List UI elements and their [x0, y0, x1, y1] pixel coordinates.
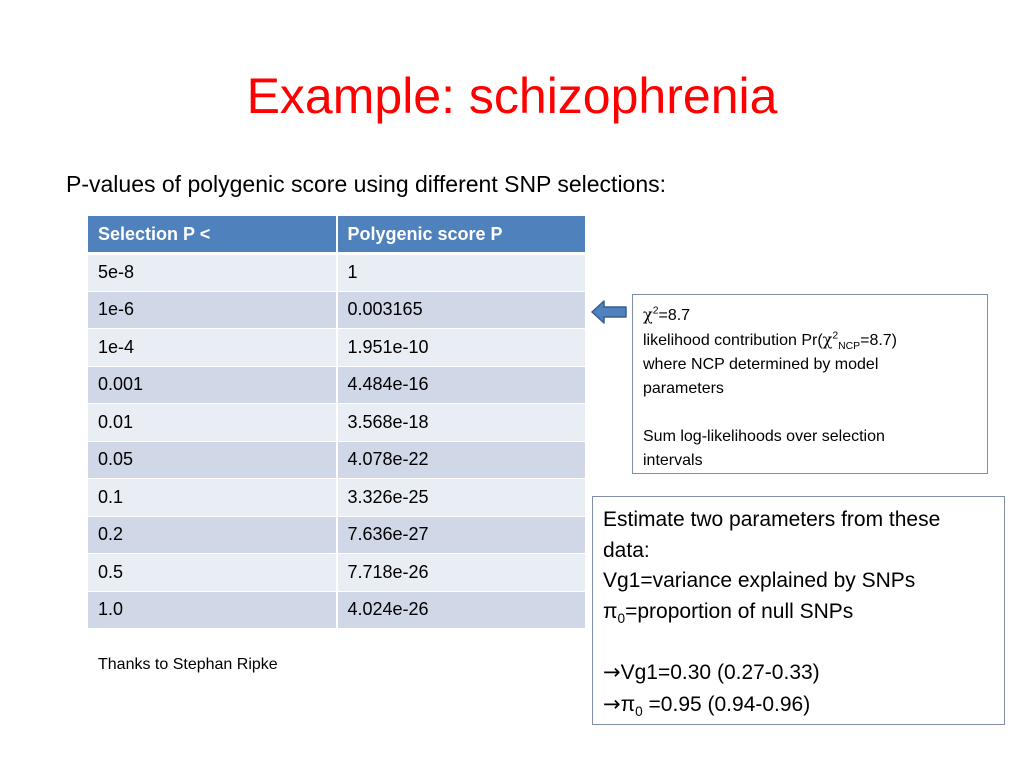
table-cell: 1e-6	[88, 291, 337, 329]
right-arrow-icon: →	[603, 691, 621, 716]
table-row	[88, 516, 585, 554]
estimate-box	[592, 496, 1005, 725]
table-row	[88, 554, 585, 592]
acknowledgement-text: Thanks to Stephan Ripke	[98, 656, 278, 673]
pi-definition-text: =proportion of null SNPs	[625, 599, 854, 623]
table-row	[88, 329, 585, 367]
table-cell: 0.01	[88, 404, 337, 442]
table-cell: 3.568e-18	[337, 404, 586, 442]
note-line: intervals	[643, 452, 703, 469]
table-cell: 1.951e-10	[337, 329, 586, 367]
table-header-row	[88, 216, 585, 254]
result-pi0: =0.95 (0.94-0.96)	[642, 692, 811, 716]
result-line-pi0	[603, 689, 994, 721]
slide-subtitle: P-values of polygenic score using different SNP selections:	[66, 171, 667, 197]
estimate-line: Vg1=variance explained by SNPs	[603, 569, 916, 592]
estimate-line: Estimate two parameters from these	[603, 508, 941, 531]
note-line: Sum log-likelihoods over selection	[643, 428, 885, 445]
superscript-two: 2	[832, 330, 839, 342]
table-cell: 0.1	[88, 479, 337, 517]
zero-subscript: 0	[635, 703, 643, 719]
table-row	[88, 441, 585, 479]
note-line: where NCP determined by model	[643, 356, 879, 373]
table-cell: 0.001	[88, 366, 337, 404]
right-arrow-icon: →	[603, 660, 621, 684]
column-header-polygenic: Polygenic score P	[337, 216, 586, 254]
pvalue-table	[88, 216, 585, 629]
chi-symbol: χ	[822, 330, 833, 349]
superscript-two: 2	[652, 305, 659, 317]
result-vg1: Vg1=0.30 (0.27-0.33)	[620, 661, 820, 684]
table-cell: 5e-8	[88, 254, 337, 292]
table-row	[88, 291, 585, 329]
spacer	[603, 627, 994, 657]
table-cell: 0.003165	[337, 291, 586, 329]
table-row	[88, 254, 585, 292]
table-row	[88, 366, 585, 404]
likelihood-line	[643, 328, 977, 353]
table-cell: 4.024e-26	[337, 591, 586, 629]
result-line-vg1	[603, 657, 994, 689]
table-cell: 3.326e-25	[337, 479, 586, 517]
table-row	[88, 591, 585, 629]
chi-symbol: χ	[643, 305, 653, 324]
note-line: parameters	[643, 380, 724, 397]
table-cell: 1e-4	[88, 329, 337, 367]
pi-symbol: π	[603, 599, 618, 623]
spacer	[643, 401, 977, 425]
estimate-line: data:	[603, 538, 650, 562]
column-header-selection: Selection P <	[88, 216, 337, 254]
likelihood-note-box	[632, 294, 988, 474]
table-row	[88, 404, 585, 442]
table-row	[88, 479, 585, 517]
table-cell: 7.718e-26	[337, 554, 586, 592]
table-cell: 1.0	[88, 591, 337, 629]
ncp-subscript: NCP	[838, 341, 861, 353]
table-cell: 0.5	[88, 554, 337, 592]
zero-subscript: 0	[617, 610, 626, 626]
table-cell: 0.2	[88, 516, 337, 554]
pi-symbol: π	[620, 692, 636, 716]
chi-square-line	[643, 303, 977, 328]
likelihood-prefix: likelihood contribution Pr(	[643, 332, 823, 349]
table-cell: 4.484e-16	[337, 366, 586, 404]
chi-value: =8.7	[658, 307, 691, 324]
slide-title: Example: schizophrenia	[246, 68, 778, 124]
table-cell: 4.078e-22	[337, 441, 586, 479]
likelihood-suffix: =8.7)	[860, 332, 898, 349]
table-cell: 1	[337, 254, 586, 292]
table-cell: 0.05	[88, 441, 337, 479]
table-cell: 7.636e-27	[337, 516, 586, 554]
left-arrow-icon	[591, 298, 627, 326]
pi-definition-line	[603, 597, 994, 628]
